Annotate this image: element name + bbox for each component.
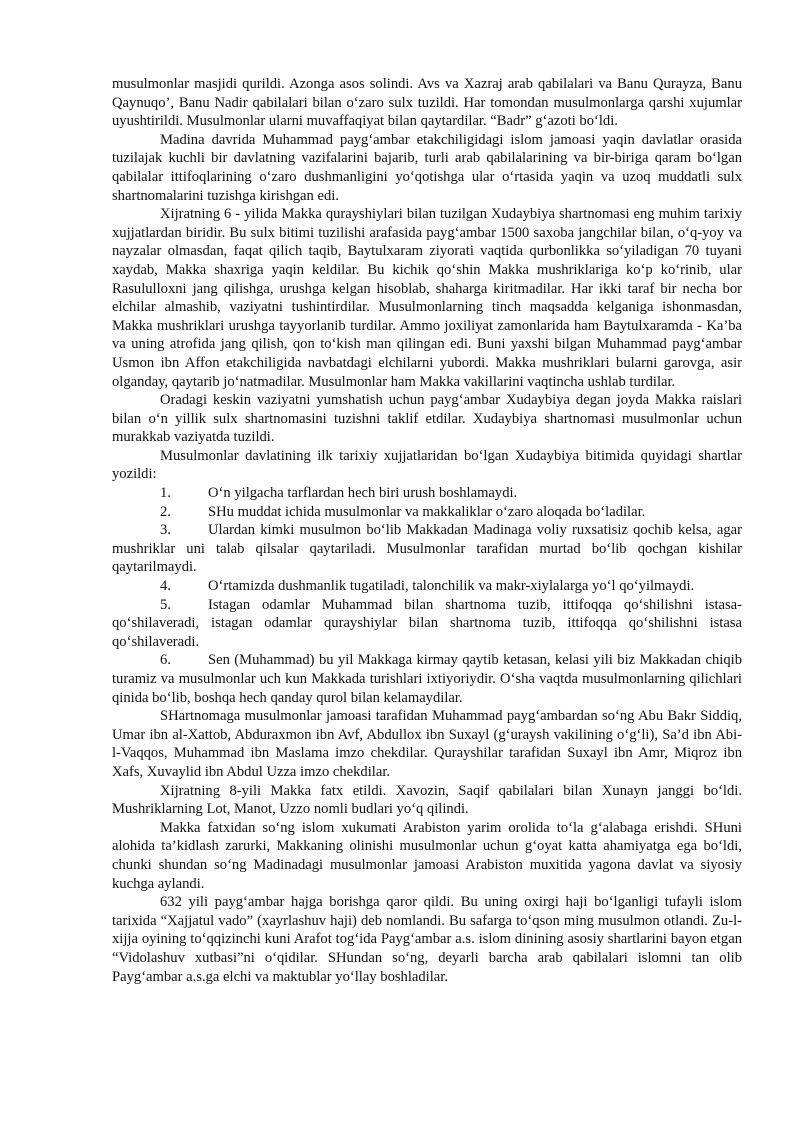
paragraph: musulmonlar masjidi qurildi. Azonga asos solindi. Avs va Xazraj arab qabilalari va Banu Qurayza, Banu Qaynuqo’, Banu Nadir qabilalari bilan o‘zaro sulx tuzildi. Har tomondan musulmonlarga qarshi xujumlar uyushtirildi. Musulmonlar ularni muvaffaqiyat bilan qaytardilar. “Badr” g‘azoti bo‘ldi. xyxy=(112,76,742,130)
list-item xyxy=(112,521,742,577)
list-number: 5. xyxy=(160,596,171,613)
list-text: SHu muddat ichida musulmonlar va makkaliklar o‘zaro aloqada bo‘ladilar. xyxy=(208,503,646,520)
list-text: O‘n yilgacha tarflardan hech biri urush boshlamaydi. xyxy=(208,485,518,502)
list-text: O‘rtamizda dushmanlik tugatiladi, talonchilik va makr-xiylalarga yo‘l qo‘yilmaydi. xyxy=(208,578,695,595)
paragraph: Xijratning 6 - yilida Makka qurayshiylari bilan tuzilgan Xudaybiya shartnomasi eng muhim tarixiy xujjatlardan biridir. Bu sulx bitimi tuzilishi arafasida payg‘ambar 1500 saxoba jangchilar bilan, o‘q-yoy va nayzalar olmasdan, faqat qilich taqib, Baytulxaram ziyorati vaqtida qurbonlikka so‘yiladigan 70 tuyani xaydab, Makka shaxriga yaqin keldilar. Bu kichik qo‘shin Makka mushriklariga ko‘p ko‘rinib, ular Rasululloxni jang qilishga, urushga kelgan hisoblab, shaharga kiritmadilar. Har ikki taraf bir necha bor elchilar almashib, vaziyatni tushintirdilar. Musulmonlarning tinch maqsadda kelganiga ishonmasdan, Makka mushriklari urushga tayyorlanib turdilar. Ammo joxiliyat zamonlarida ham Baytulxaramda - Ka’ba va uning atrofida jang qilish, qon to‘kish man qilingan edi. Buni yaxshi bilgan Muhammad payg‘ambar Usmon ibn Affon etakchiligida navbatdagi elchilarni yubordi. Makka mushriklari bularni garovga, asir olganday, qaytarib jo‘natmadilar. Musulmonlar ham Makka vakillarini vaqtincha ushlab turdilar. xyxy=(112,206,742,390)
list-number: 1. xyxy=(160,485,171,502)
list-number: 3. xyxy=(160,522,171,539)
paragraph: SHartnomaga musulmonlar jamoasi tarafidan Muhammad payg‘ambardan so‘ng Abu Bakr Siddiq, Umar ibn al-Xattob, Abduraxmon ibn Avf, Abdullox ibn Suxayl (g‘uraysh vakilining o‘g‘li), Sa’d ibn Abi-l-Vaqqos, Muhammad ibn Maslama imzo chekdilar. Qurayshilar tarafidan Suxayl ibn Amr, Miqroz ibn Xafs, Xuvaylid ibn Abdul Uzza imzo chekdilar. xyxy=(112,708,742,780)
document-page xyxy=(112,75,742,986)
paragraph: Musulmonlar davlatining ilk tarixiy xujjatlaridan bo‘lgan Xudaybiya bitimida quyidagi shartlar yozildi: xyxy=(112,447,742,483)
list-number: 4. xyxy=(160,578,171,595)
list-item xyxy=(112,596,742,652)
list-item xyxy=(112,651,742,707)
paragraph: Xijratning 8-yili Makka fatx etildi. Xavozin, Saqif qabilalari bilan Xunayn janggi bo‘ldi. Mushriklarning Lot, Manot, Uzzo nomli budlari yo‘q qilindi. xyxy=(112,782,742,818)
list-text: Istagan odamlar Muhammad bilan shartnoma tuzib, ittifoqqa qo‘shilishni istasa-qo‘shilaveradi, istagan odamlar qurayshiylar bilan shartnoma tuzib, ittifoqqa qo‘shilishni istasa qo‘shilaveradi. xyxy=(112,596,742,650)
list-number: 6. xyxy=(160,652,171,669)
list-item xyxy=(112,577,742,596)
paragraph: Makka fatxidan so‘ng islom xukumati Arabiston yarim orolida to‘la g‘alabaga erishdi. SHuni alohida ta’kidlash zarurki, Makkaning olinishi musulmonlar uchun g‘oyat katta ahamiyatga ega bo‘ldi, chunki shundan so‘ng Madinadagi musulmonlar jamoasi Arabiston muxitida yagona davlat va siyosiy kuchga aylandi. xyxy=(112,819,742,892)
paragraph: 632 yili payg‘ambar hajga borishga qaror qildi. Bu uning oxirgi haji bo‘lganligi tufayli islom tarixida “Xajjatul vado” (xayrlashuv haji) deb nomlandi. Bu safarga to‘qson ming musulmon otlandi. Zu-l-xijja oyining to‘qqizinchi kuni Arafot tog‘ida Payg‘ambar a.s. islom dinining asosiy shartlarini bayon etgan “Vidolashuv xutbasi”ni o‘qidilar. SHundan so‘ng, deyarli barcha arab qabilalari islomni tan olib Payg‘ambar a.s.ga elchi va maktublar yo‘llay boshladilar. xyxy=(112,894,742,985)
list-item xyxy=(112,484,742,503)
list-number: 2. xyxy=(160,503,171,520)
list-item xyxy=(112,503,742,522)
conditions-list xyxy=(112,484,742,707)
paragraph: Madina davrida Muhammad payg‘ambar etakchiligidagi islom jamoasi yaqin davlatlar orasida tuzilajak kuchli bir davlatning vazifalarini bajarib, turli arab qabilalarining va bir-biriga qaram bo‘lgan qabilalar ittifoqlarining o‘zaro dushmanligini yo‘qotishga ular o‘rtasida yaqin va uzoq muddatli sulx shartnomalarini tuzishga kirishgan edi. xyxy=(112,131,742,204)
list-text: Sen (Muhammad) bu yil Makkaga kirmay qaytib ketasan, kelasi yili biz Makkadan chiqib turamiz va musulmonlar uch kun Makkada turishlari ixtiyoriydir. O‘sha vaqtda musulmonlarning qilichlari qinida bo‘lib, boshqa hech qanday qurol bilan kelamaydilar. xyxy=(112,652,742,706)
paragraph: Oradagi keskin vaziyatni yumshatish uchun payg‘ambar Xudaybiya degan joyda Makka raislari bilan o‘n yillik sulx shartnomasini tuzishni taklif etdilar. Xudaybiya shartnomasi musulmonlar uchun murakkab vaziyatda tuzildi. xyxy=(112,392,742,446)
list-text: Ulardan kimki musulmon bo‘lib Makkadan Madinaga voliy ruxsatisiz qochib kelsa, agar mushriklar uni talab qilsalar qaytariladi. Musulmonlar tarafidan murtad bo‘lib qochgan kishilar qaytarilmaydi. xyxy=(112,522,742,576)
